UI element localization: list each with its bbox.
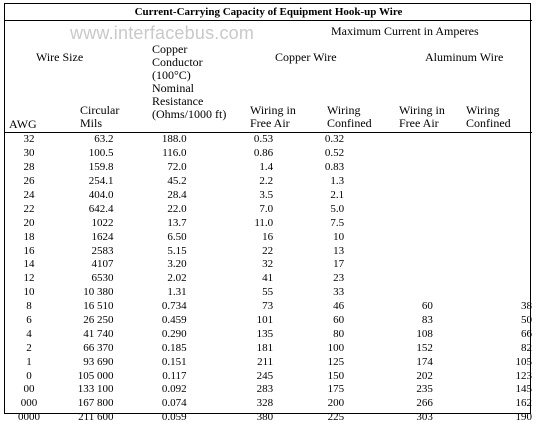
al-confined-cell: 123	[515, 369, 532, 382]
cu-confined-cell: 46	[333, 300, 345, 313]
al-free-air-cell	[344, 189, 433, 203]
table-title: Current-Carrying Capacity of Equipment Hook-up Wire	[134, 6, 403, 18]
resistance-cell: 2.02	[167, 272, 187, 285]
circular-mils-header	[80, 104, 119, 130]
al-confined-header	[466, 104, 511, 130]
al-free-air-line: Free Air	[399, 116, 439, 130]
cu-confined-cell: 0.83	[324, 161, 345, 174]
table-row	[5, 314, 532, 328]
cu-free-air-header	[250, 104, 296, 130]
cu-free-air-cell: 0.53	[253, 133, 274, 146]
al-free-air-cell: 108	[416, 327, 433, 340]
resistance-cell: 0.459	[161, 314, 187, 327]
al-confined-cell	[433, 189, 532, 203]
cu-confined-cell: 175	[327, 383, 345, 396]
cu-confined-cell: 60	[333, 314, 345, 327]
resistance-cell: 0.117	[162, 369, 187, 382]
al-free-air-cell: 60	[421, 300, 433, 313]
al-free-air-cell	[344, 230, 433, 244]
awg-cell: 8	[26, 300, 32, 313]
al-confined-cell	[433, 272, 532, 286]
copper-conductor-line: Conductor	[152, 55, 203, 69]
cu-free-air-cell: 73	[262, 300, 274, 313]
circular-mils-cell: 167 800	[77, 397, 114, 410]
title-divider	[5, 20, 532, 21]
table-row	[5, 355, 532, 369]
table-row	[5, 397, 532, 411]
circular-mils-cell: 41 740	[83, 327, 114, 340]
cu-confined-cell: 13	[333, 244, 345, 257]
cu-free-air-cell: 32	[262, 258, 274, 271]
cu-confined-cell: 80	[333, 327, 345, 340]
circular-mils-cell: 6530	[91, 272, 114, 285]
cu-confined-cell: 5.0	[330, 202, 345, 215]
table-row	[5, 341, 532, 355]
resistance-cell: 28.4	[167, 189, 187, 201]
circular-mils-cell: 26 250	[83, 314, 114, 327]
cu-free-air-cell: 3.5	[259, 189, 274, 201]
al-free-air-cell	[344, 202, 433, 216]
cu-confined-cell: 125	[327, 355, 345, 368]
resistance-cell: 0.059	[161, 411, 187, 424]
circular-mils-cell: 404.0	[88, 189, 114, 201]
al-free-air-cell	[344, 175, 433, 189]
resistance-cell: 45.2	[167, 175, 187, 188]
al-confined-line: Confined	[466, 116, 511, 130]
circular-mils-cell: 211 600	[78, 411, 114, 424]
al-confined-cell: 105	[515, 355, 532, 368]
al-free-air-line: Wiring in	[399, 103, 445, 117]
resistance-cell: 22.0	[167, 202, 187, 215]
cu-confined-cell: 33	[333, 286, 345, 299]
al-free-air-cell	[344, 286, 433, 300]
al-confined-cell	[433, 258, 532, 272]
wire-table-frame	[4, 3, 532, 424]
table-row	[5, 175, 532, 189]
awg-cell: 24	[23, 189, 35, 201]
al-confined-cell	[433, 216, 532, 230]
resistance-cell: 0.734	[161, 300, 187, 313]
awg-cell: 20	[23, 216, 35, 229]
cu-free-air-cell: 380	[256, 411, 274, 424]
table-row	[5, 189, 532, 203]
al-confined-cell	[433, 175, 532, 189]
al-free-air-cell: 83	[421, 314, 433, 327]
copper-wire-header: Copper Wire	[275, 50, 337, 64]
circular-mils-cell: 66 370	[83, 341, 114, 354]
table-row	[5, 286, 532, 300]
resistance-cell: 3.20	[167, 258, 187, 271]
cu-free-air-cell: 211	[257, 355, 274, 368]
wire-data-table	[5, 133, 532, 425]
cu-free-air-line: Wiring in	[250, 103, 296, 117]
cu-free-air-cell: 101	[256, 314, 274, 327]
al-free-air-cell: 266	[416, 397, 433, 410]
al-confined-cell	[433, 161, 532, 175]
table-row	[5, 244, 532, 258]
cu-free-air-cell: 11.0	[254, 216, 274, 229]
al-confined-cell	[433, 230, 532, 244]
awg-cell: 0000	[18, 411, 40, 424]
al-free-air-cell	[344, 244, 433, 258]
cu-free-air-cell: 135	[256, 327, 274, 340]
awg-cell: 2	[26, 341, 32, 354]
cu-free-air-line: Free Air	[250, 116, 290, 130]
cu-confined-cell: 0.32	[324, 133, 345, 146]
al-confined-cell: 66	[521, 327, 532, 340]
al-confined-line: Wiring	[466, 103, 500, 117]
watermark: www.interfacebus.com	[70, 23, 255, 43]
copper-conductor-line: (Ohms/1000 ft)	[152, 107, 227, 121]
circular-mils-cell: 4107	[91, 258, 114, 271]
cu-free-air-cell: 0.86	[253, 147, 274, 160]
circular-mils-cell: 16 510	[83, 300, 114, 313]
cu-confined-cell: 23	[333, 272, 345, 285]
cu-confined-cell: 200	[327, 397, 345, 410]
al-free-air-cell	[344, 133, 433, 147]
al-confined-cell: 82	[521, 341, 532, 354]
table-row	[5, 272, 532, 286]
copper-conductor-line: (100°C)	[152, 68, 191, 82]
cu-confined-cell: 10	[333, 230, 345, 243]
al-confined-cell: 145	[515, 383, 532, 396]
circular-mils-cell: 100.5	[88, 147, 114, 160]
table-row	[5, 383, 532, 397]
cu-free-air-cell: 2.2	[259, 175, 274, 188]
al-confined-cell	[433, 133, 532, 147]
circular-mils-cell: 642.4	[88, 202, 114, 215]
cu-confined-cell: 150	[327, 369, 345, 382]
max-current-header: Maximum Current in Amperes	[331, 24, 479, 38]
al-confined-cell	[433, 244, 532, 258]
resistance-cell: 0.290	[161, 327, 187, 340]
circular-mils-cell: 254.1	[88, 175, 114, 188]
cu-confined-cell: 0.52	[324, 147, 345, 160]
awg-header: AWG	[9, 117, 37, 131]
cu-confined-cell: 1.3	[330, 175, 345, 188]
cu-confined-cell: 100	[327, 341, 345, 354]
resistance-cell: 0.092	[161, 383, 187, 396]
table-row	[5, 161, 532, 175]
cu-free-air-cell: 16	[262, 230, 274, 243]
awg-cell: 1	[26, 355, 32, 368]
resistance-cell: 188.0	[161, 133, 187, 146]
cu-free-air-cell: 22	[262, 244, 274, 257]
awg-cell: 6	[26, 314, 32, 327]
circular-mils-cell: 63.2	[94, 133, 114, 146]
awg-cell: 28	[23, 161, 35, 174]
copper-conductor-header	[152, 43, 226, 121]
al-confined-cell	[433, 202, 532, 216]
cu-free-air-cell: 41	[262, 272, 274, 285]
awg-cell: 10	[23, 286, 35, 299]
awg-cell: 32	[23, 133, 35, 146]
cu-confined-cell: 225	[327, 411, 345, 424]
table-row	[5, 369, 532, 383]
cu-free-air-cell: 328	[256, 397, 274, 410]
circular-mils-line: Circular	[80, 103, 120, 117]
awg-cell: 000	[20, 397, 38, 410]
copper-conductor-line: Copper	[152, 42, 188, 56]
awg-cell: 0	[26, 369, 32, 382]
cu-confined-cell: 7.5	[330, 216, 345, 229]
awg-cell: 4	[26, 327, 32, 340]
circular-mils-cell: 1022	[91, 216, 114, 229]
al-free-air-cell: 152	[416, 341, 433, 354]
al-free-air-cell	[344, 258, 433, 272]
al-confined-cell: 50	[521, 314, 532, 327]
cu-free-air-cell: 55	[262, 286, 274, 299]
al-confined-cell: 162	[515, 397, 532, 410]
al-free-air-cell: 303	[416, 411, 433, 424]
al-free-air-cell: 235	[416, 383, 433, 396]
awg-cell: 30	[23, 147, 35, 160]
cu-free-air-cell: 7.0	[259, 202, 274, 215]
awg-cell: 22	[23, 202, 35, 215]
al-free-air-cell	[344, 161, 433, 175]
circular-mils-cell: 2583	[91, 244, 114, 257]
cu-confined-cell: 2.1	[330, 189, 345, 201]
table-row	[5, 230, 532, 244]
al-free-air-header	[399, 104, 445, 130]
al-free-air-cell: 202	[416, 369, 433, 382]
resistance-cell: 0.074	[161, 397, 187, 410]
al-confined-cell: 190	[515, 411, 532, 424]
resistance-cell: 0.185	[161, 341, 187, 354]
al-confined-cell	[433, 147, 532, 161]
awg-cell: 00	[23, 383, 35, 396]
cu-free-air-cell: 1.4	[259, 161, 274, 174]
cu-confined-cell: 17	[333, 258, 345, 271]
cu-free-air-cell: 181	[256, 341, 274, 354]
table-row	[5, 216, 532, 230]
circular-mils-cell: 93 690	[83, 355, 114, 368]
resistance-cell: 72.0	[167, 161, 187, 174]
table-row	[5, 133, 532, 147]
circular-mils-cell: 1624	[91, 230, 114, 243]
al-confined-cell: 38	[521, 300, 532, 313]
cu-confined-line: Wiring	[327, 103, 361, 117]
cu-free-air-cell: 245	[256, 369, 274, 382]
copper-conductor-line: Resistance	[152, 94, 204, 108]
copper-conductor-line: Nominal	[152, 81, 194, 95]
cu-free-air-cell: 283	[256, 383, 274, 396]
table-row	[5, 300, 532, 314]
circular-mils-cell: 105 000	[77, 369, 114, 382]
awg-cell: 12	[23, 272, 35, 285]
resistance-cell: 116.0	[162, 147, 187, 160]
table-body	[5, 133, 532, 425]
awg-cell: 14	[23, 258, 35, 271]
al-free-air-cell	[344, 147, 433, 161]
al-free-air-cell	[344, 216, 433, 230]
awg-cell: 26	[23, 175, 35, 188]
aluminum-wire-header: Aluminum Wire	[425, 50, 504, 64]
cu-confined-header	[327, 104, 372, 130]
resistance-cell: 1.31	[167, 286, 187, 299]
wire-size-header: Wire Size	[36, 50, 84, 64]
al-free-air-cell: 174	[416, 355, 433, 368]
awg-cell: 16	[23, 244, 35, 257]
table-row	[5, 327, 532, 341]
cu-confined-line: Confined	[327, 116, 372, 130]
table-row	[5, 202, 532, 216]
al-free-air-cell	[344, 272, 433, 286]
resistance-cell: 5.15	[167, 244, 187, 257]
resistance-cell: 6.50	[167, 230, 187, 243]
resistance-cell: 13.7	[167, 216, 187, 229]
circular-mils-line: Mils	[80, 116, 103, 130]
circular-mils-cell: 10 380	[83, 286, 114, 299]
table-row	[5, 258, 532, 272]
table-row	[5, 147, 532, 161]
awg-cell: 18	[23, 230, 35, 243]
circular-mils-cell: 159.8	[88, 161, 114, 174]
al-confined-cell	[433, 286, 532, 300]
resistance-cell: 0.151	[161, 355, 187, 368]
circular-mils-cell: 133 100	[77, 383, 114, 396]
